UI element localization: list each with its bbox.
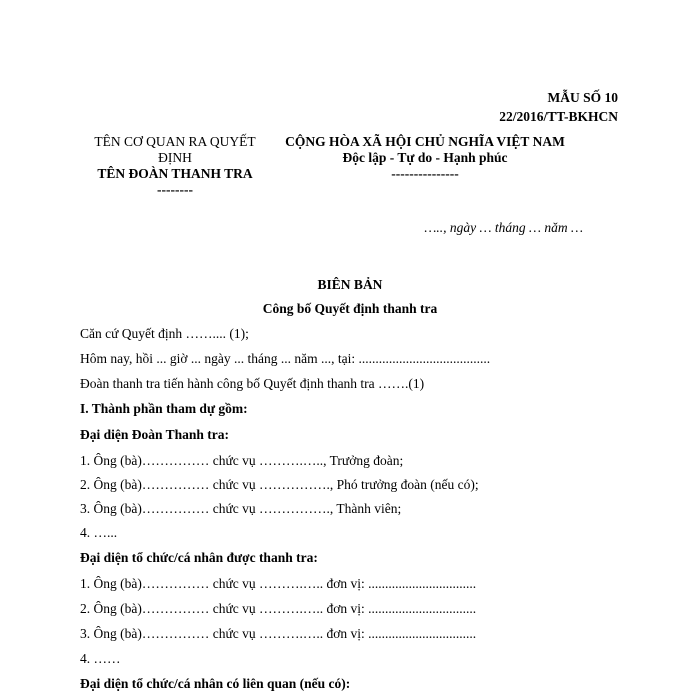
section-1-heading: I. Thành phần tham dự gồm: (80, 401, 248, 416)
announcement-line: Đoàn thanh tra tiến hành công bố Quyết định thanh tra …….(1) (80, 376, 425, 391)
header-left-separator: -------- (157, 182, 193, 197)
list-item: 2. Ông (bà)…………… chức vụ ……….….. đơn vị: ................................ (80, 601, 477, 616)
basis-line: Căn cứ Quyết định …….... (1); (80, 326, 249, 341)
list-item: 1. Ông (bà)…………… chức vụ ……….….. đơn vị: ................................ (80, 576, 477, 591)
country-name: CỘNG HÒA XÃ HỘI CHỦ NGHĨA VIỆT NAM (285, 134, 565, 149)
list-item: 4. …… (80, 651, 121, 666)
agency-name-line2: ĐỊNH (158, 150, 192, 165)
list-item: 4. …... (80, 525, 118, 540)
header-right (270, 134, 580, 182)
document-title: BIÊN BẢN (317, 277, 383, 292)
list-item: 3. Ông (bà)…………… chức vụ ……………., Thành viên; (80, 501, 402, 516)
list-item: 2. Ông (bà)…………… chức vụ ……………., Phó trưởng đoàn (nếu có); (80, 477, 479, 492)
national-motto: Độc lập - Tự do - Hạnh phúc (342, 150, 508, 165)
form-number: MẪU SỐ 10 (547, 90, 618, 105)
header-right-separator: --------------- (391, 166, 459, 181)
inspection-team-name: TÊN ĐOÀN THANH TRA (97, 166, 253, 181)
time-place-line: Hôm nay, hồi ... giờ ... ngày ... tháng ... năm ..., tại: ....................................... (80, 351, 491, 366)
agency-name-line1: TÊN CƠ QUAN RA QUYẾT (94, 134, 256, 149)
list-item: 1. Ông (bà)…………… chức vụ ……….….., Trưởng đoàn; (80, 453, 404, 468)
header-left (80, 134, 270, 198)
list-item: 3. Ông (bà)…………… chức vụ ……….….. đơn vị: ................................ (80, 626, 477, 641)
related-party-heading: Đại diện tổ chức/cá nhân có liên quan (nếu có): (80, 676, 351, 691)
inspection-team-heading: Đại diện Đoàn Thanh tra: (80, 427, 230, 442)
inspected-party-heading: Đại diện tổ chức/cá nhân được thanh tra: (80, 550, 318, 565)
form-circular-code: 22/2016/TT-BKHCN (499, 109, 618, 124)
document-subtitle: Công bố Quyết định thanh tra (262, 301, 438, 316)
date-line: ….., ngày … tháng … năm … (424, 220, 583, 235)
